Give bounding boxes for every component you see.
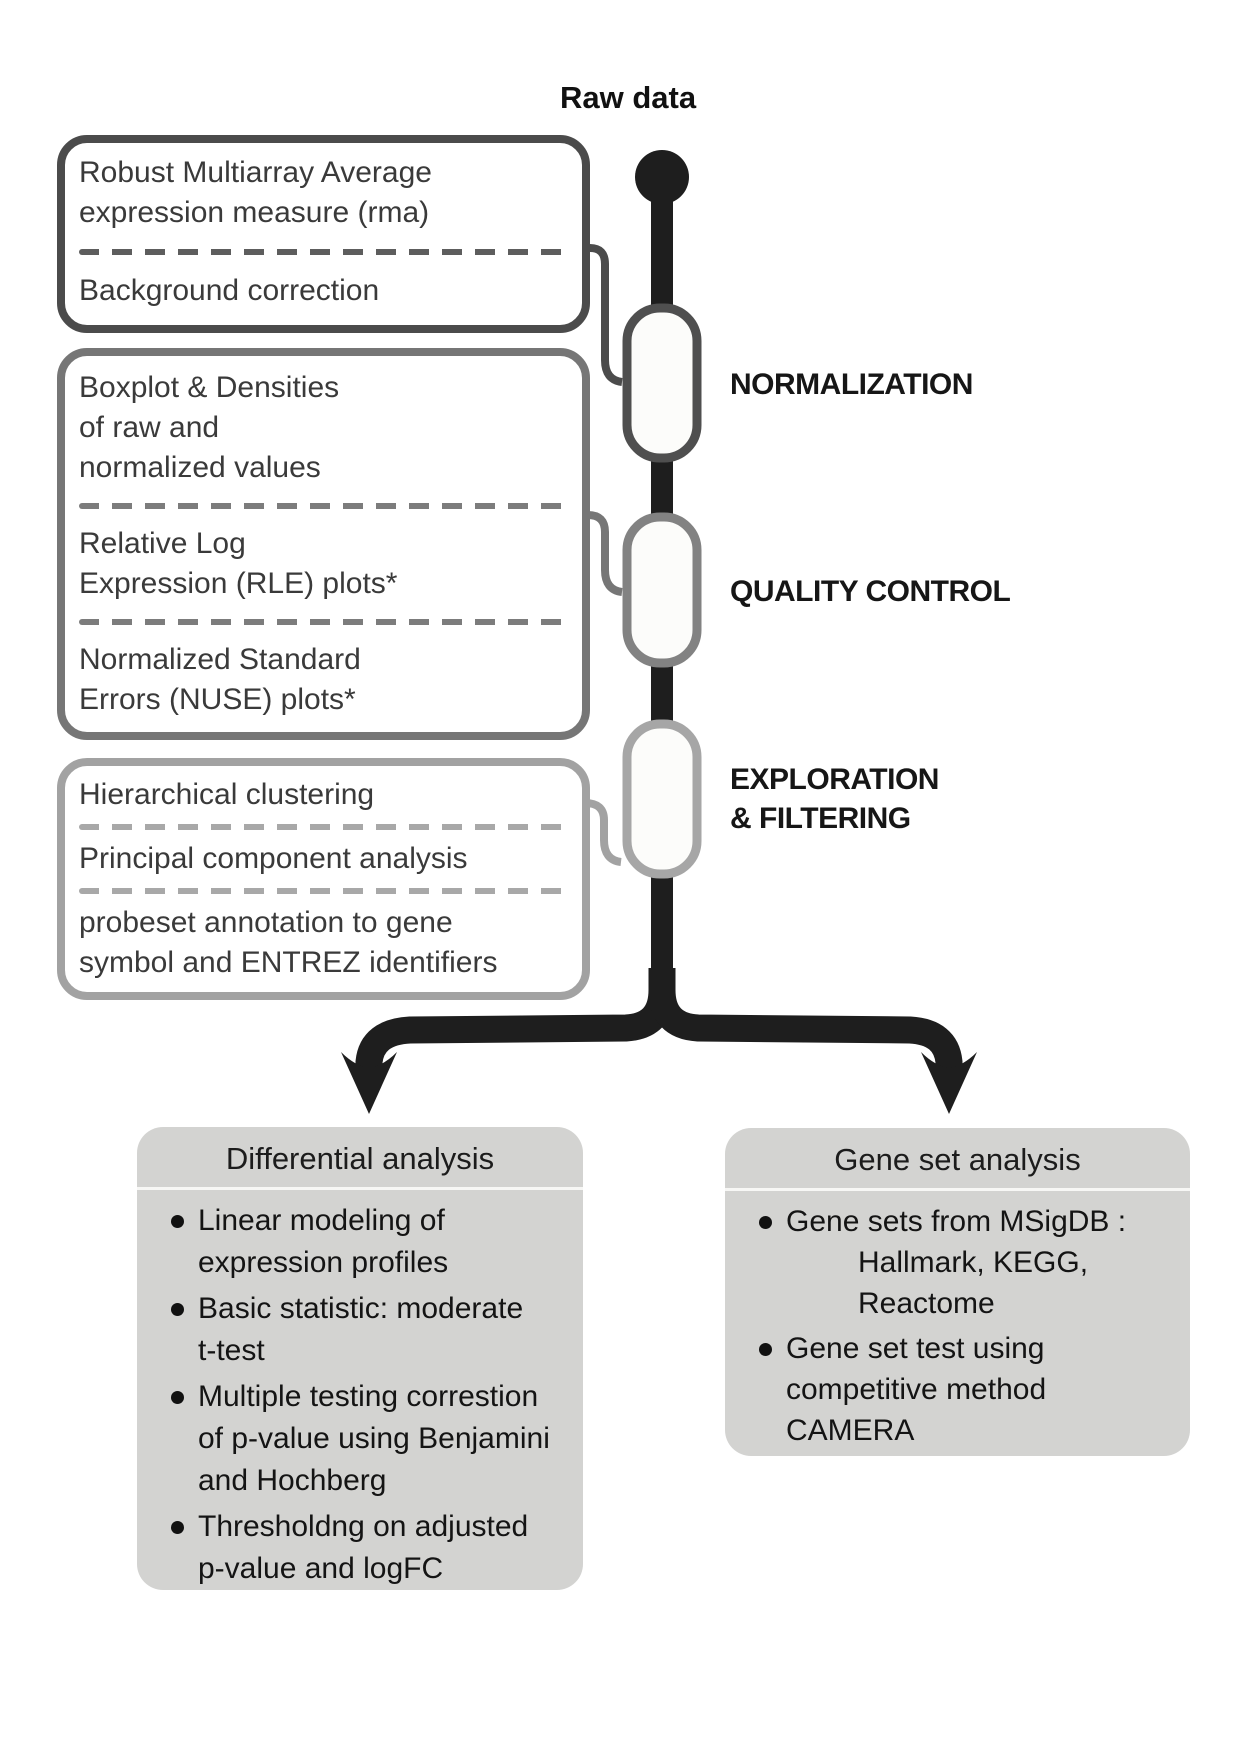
panel-bullet-list xyxy=(725,1191,1190,1451)
bullet-line: expression profiles xyxy=(198,1246,449,1279)
box-quality-control-steps xyxy=(57,348,590,740)
branch-right xyxy=(662,968,949,1072)
list-item xyxy=(157,1376,571,1502)
dashed-separator xyxy=(79,824,570,830)
step-line: Boxplot & Densities xyxy=(79,371,340,404)
step-line: probeset annotation to gene xyxy=(79,906,453,939)
list-item xyxy=(745,1328,1178,1451)
stage-label-line: & FILTERING xyxy=(730,802,911,835)
list-item xyxy=(157,1506,571,1590)
box-normalization-steps xyxy=(57,135,590,333)
node-pill-quality-control xyxy=(627,517,697,663)
bullet-line: Reactome xyxy=(858,1287,995,1320)
panel-title: Gene set analysis xyxy=(725,1128,1190,1191)
step-line: symbol and ENTREZ identifiers xyxy=(79,946,498,979)
bullet-icon xyxy=(759,1216,772,1229)
stage-label-line: EXPLORATION xyxy=(730,763,939,796)
bullet-line: of p-value using Benjamini xyxy=(198,1422,550,1455)
panel-gene-set-analysis xyxy=(725,1128,1190,1456)
bullet-icon xyxy=(759,1343,772,1356)
stage-label-exploration xyxy=(730,760,939,838)
bullet-icon xyxy=(171,1303,184,1316)
stage-label-normalization: NORMALIZATION xyxy=(730,368,973,401)
node-pill-exploration xyxy=(627,724,697,874)
step-line: Principal component analysis xyxy=(79,842,468,875)
bullet-line: Gene sets from MSigDB : xyxy=(786,1205,1127,1238)
step-line: Expression (RLE) plots* xyxy=(79,567,398,600)
list-item xyxy=(745,1201,1178,1324)
step-line: Hierarchical clustering xyxy=(79,778,375,811)
step-line: normalized values xyxy=(79,451,321,484)
step-line: Background correction xyxy=(79,274,380,307)
list-item xyxy=(157,1288,571,1372)
dashed-separator xyxy=(79,619,570,625)
raw-data-node xyxy=(635,150,689,204)
box-exploration-steps xyxy=(57,758,590,1000)
bullet-icon xyxy=(171,1521,184,1534)
dashed-separator xyxy=(79,888,570,894)
node-pill-normalization xyxy=(627,308,697,458)
step-line: Robust Multiarray Average xyxy=(79,156,432,189)
step-line: Normalized Standard xyxy=(79,643,361,676)
bullet-line: Hallmark, KEGG, xyxy=(858,1246,1089,1279)
bullet-line: p-value and logFC xyxy=(198,1552,444,1585)
bullet-line: CAMERA xyxy=(786,1414,915,1447)
step-line: Errors (NUSE) plots* xyxy=(79,683,356,716)
panel-bullet-list xyxy=(137,1190,583,1590)
step-line: Relative Log xyxy=(79,527,246,560)
list-item xyxy=(157,1200,571,1284)
stage-label-quality-control: QUALITY CONTROL xyxy=(730,575,1011,608)
bullet-icon xyxy=(171,1391,184,1404)
panel-title: Differential analysis xyxy=(137,1127,583,1190)
dashed-separator xyxy=(79,249,570,255)
bullet-line: competitive method xyxy=(786,1373,1047,1406)
dashed-separator xyxy=(79,503,570,509)
step-line: expression measure (rma) xyxy=(79,196,430,229)
bullet-line: t-test xyxy=(198,1334,265,1367)
step-line: of raw and xyxy=(79,411,220,444)
bullet-icon xyxy=(171,1215,184,1228)
bullet-line: Linear modeling of xyxy=(198,1204,445,1237)
bullet-line: Basic statistic: moderate xyxy=(198,1292,524,1325)
bullet-line: and Hochberg xyxy=(198,1464,387,1497)
bullet-line: Multiple testing correstion xyxy=(198,1380,539,1413)
bullet-line: Thresholdng on adjusted xyxy=(198,1510,529,1543)
raw-data-title: Raw data xyxy=(560,80,697,115)
panel-differential-analysis xyxy=(137,1127,583,1590)
bullet-line: Gene set test using xyxy=(786,1332,1045,1365)
